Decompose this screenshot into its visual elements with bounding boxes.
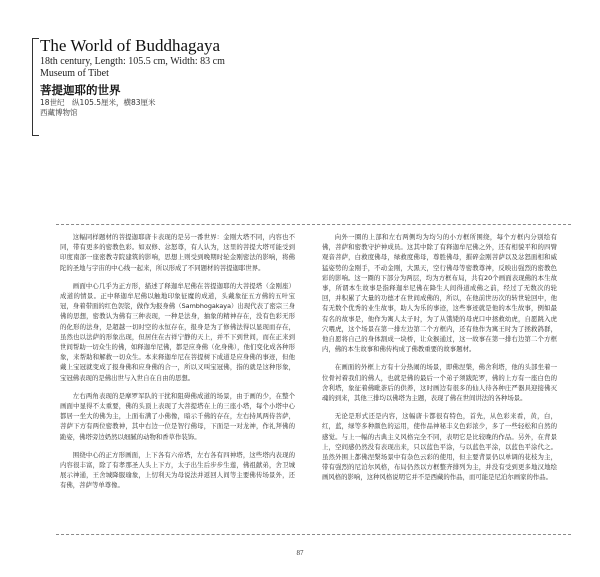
right-text-column: [322, 232, 557, 532]
paragraph: 围绕中心的正方形画面，上下各有六帝塔，左右各有四神塔，这些塔内表现的内容很丰富，除了有孝那圣人头上下方，太子出生后步步生莲，佛祖献弟，舍卫城展示神通，王舍城降服瑜象，上忉利天为母说法并返回人间等主要佛传场景外，还有佛，菩萨等单尊像。: [60, 450, 295, 490]
paragraph: 左右两角表现的是摩罗军队的干扰和阻碍佛成道的场景，由于画的少，在整个画面中显得不太重要，佛的头顶上表现了大菩提塔在上的三座小塔，每个小塔中心都居一坐大的佛为主，上面布满了小佛像，暗示千佛的存在，左右持风两侍菩萨，菩萨下方有两位密教神，其中右边一位是智行佛母，下面是一对龙神，作礼拜佛的跪姿，佛塔旁边奶然以细腻的动物和香草作装饰。: [60, 391, 295, 441]
paragraph: 在画面的外框上方有十分热闹的场景，即佛涅槃，佛舍利塔，他的头部坐着一位骨衬着我们的佛人，也就是佛的最后一个弟子须跋陀罗，佛的上方有一座白色的舍利塔，象征着佛毗荼后的供养，这时画边有很多的仙人待各种庄严器具迎接佛灭魂的到来，其他三排均以佛塔为主题，表现了佛在世间讲法的各种场景。: [322, 363, 557, 403]
chinese-collection: 西藏博物馆: [40, 108, 78, 117]
paragraph: 向外一圈的上部和左右两侧均为均匀的小方框所围绕，每个方框内分别绘有佛，菩萨和密教守护神成员。这其中除了有释迦牟尼佛之外，还有相貌平和的四臂观音菩萨，白救度佛母，绿救度佛母，尊胜佛母，摧碎金刚菩萨以及忿怒面相和威猛姿势的金刚手，不动金刚，大黑天，空行佛母等密教尊神，反映出强烈的密教色彩的影响。这一圈的下部分为两层，均为方框布局，共有20个画面表现佛的本生故事，所谓本生故事是指释迦牟尼佛在降生人间得道成佛之前，经过了无数次的轮回，并积累了大量的功德才在世间成佛的，所以，在他前世历次的转世轮回中，他有无数个优秀的业生故事，助人为乐的事迹，这些事迹就是他的本生故事，例如最有名的故事是，他作为寓人太子时，为了从饿毙的母虎口中拯救幼虎，自愿跳入虎穴喂虎，这个场景在第一排左边第二个方框内，还有他作为寓王时为了拯救鸽群，他自愿将自己的身体割成一块桥，让众猴通过，这一故事在第一排右边第二个方框内，佛的本生故事和佛传构成了佛教重要的故事题材。: [322, 233, 557, 354]
bottom-divider: [56, 534, 571, 535]
page-number: 87: [296, 549, 304, 557]
paragraph: 这幅同样题材的菩提迦耶唐卡表现的是另一番世界：金刚大塔不同，内容也不同，带有更多的密教色彩。如双修、忿怒尊，有人认为，这里的菩提大塔可能受到印度南部一座密教寺院建筑的影响，思想上则受到晚期时轮金刚密法的影响，将佛陀的圣地与宇宙的中心线一起来，所以形成了不同题材的菩提迦耶世界。: [60, 233, 295, 272]
paragraph: 画面中心几乎为正方形，描述了释迦牟尼佛在菩提迦耶的大菩提塔（金刚座）成道的情景。正中释迦牟尼佛以触地印象征魔的成道，头戴象征五方佛的五叶宝冠，身着带面的红色袈裟，做作为报身佛（Sambhogakaya）出现代表了密宗三身佛的思想，密教认为佛有三种表现，一种是法身，抽象的精神存在，没有色彩无形的化形的法身，是超越一切时空的永恒存在，报身是为了修佛法得以显现而存在，虽然也以法萨的形象出现，但居住在古祥宁静的天上，并不下到世间，而在正来到世间帮助一切众生的佛，如释迦牟尼佛，都是应身佛（化身佛），他们变化成各种形象，来帮助和解救一切众生。本来释迦牟尼在菩提树下成道是应身佛的事迹，但他戴上宝冠就变成了报身佛和应身佛的合一，所以又叫宝冠佛，指的就是这种形象，宝冠佛表现的是佛出世与入世自在自由的思想。: [60, 281, 295, 382]
top-divider: [56, 224, 571, 225]
paragraph: 无论是形式还是内容，这幅唐卡都很有特色，首先，从色彩来看，黄，白，红，蓝，绿等多种颜色的运用，使作品神秘丰义色彩浓少，多了一些轻松和自然的感觉。与上一幅的古典主义风格完全不同，表明它是比较晚的作品。另外，在背景上，空间感仍然没有表现出来，只以蓝色平涂，与以蓝色平涂，以蓝色平涂代之。虽然外围上都佛涅槃场景中有杂色云彩的使用，但主要背景仍以单调的花枝为主，带有强烈的尼泊尔风格，布局仍然以方框整齐排列为主，并没有受到更多地汉地绘画风格的影响，这种风格说明它并不是西藏的作品，而可能是尼泊尔画家的作品。: [322, 412, 557, 482]
chinese-dimensions: 18世纪 纵105.5厘米，横83厘米: [40, 98, 156, 107]
english-collection: Museum of Tibet: [40, 68, 109, 79]
english-title: The World of Buddhagaya: [40, 36, 221, 55]
english-dimensions: 18th century, Length: 105.5 cm, Width: 83 cm: [40, 56, 225, 67]
title-bracket: [32, 38, 39, 136]
left-text-column: [60, 232, 295, 532]
title-block: [40, 36, 280, 118]
chinese-title: 菩提迦耶的世界: [40, 83, 121, 97]
